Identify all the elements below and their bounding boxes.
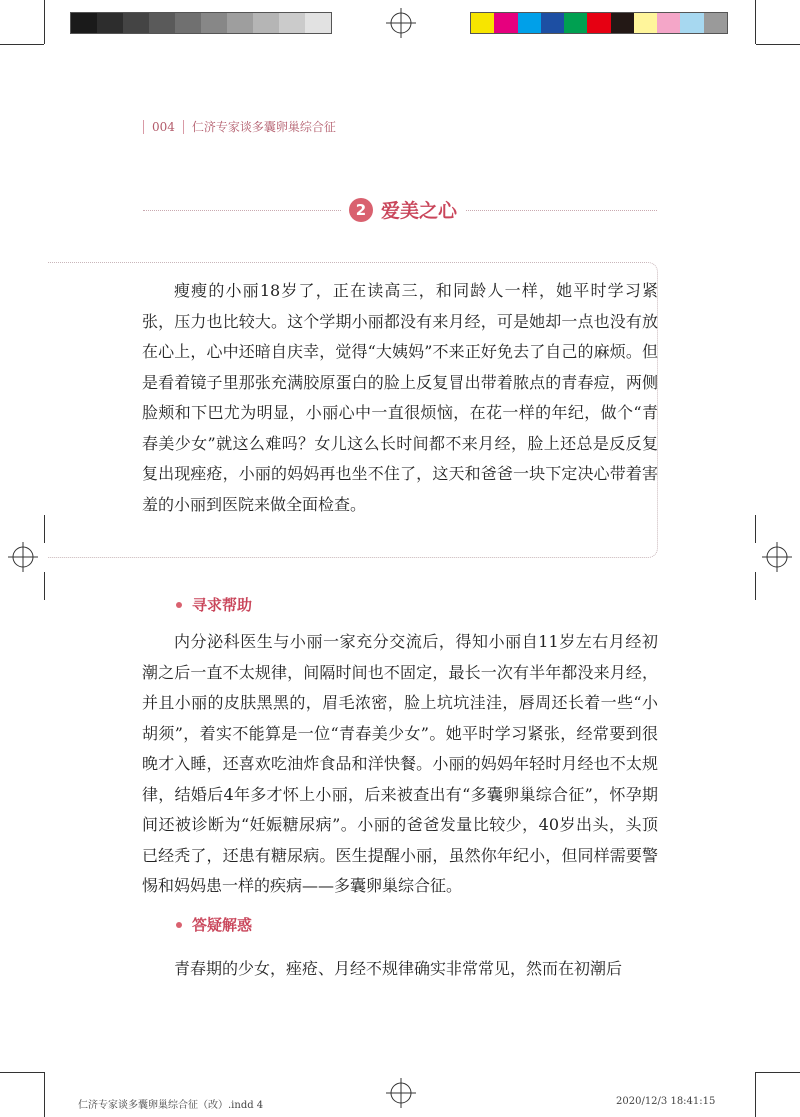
page-number: 004: [152, 119, 175, 134]
crop-mark: [755, 1072, 756, 1117]
crop-mark: [755, 572, 756, 600]
color-swatch: [704, 13, 727, 33]
registration-mark-icon: [8, 542, 38, 572]
color-swatch: [123, 13, 149, 33]
subheading-seek-help: [176, 594, 252, 615]
subheading-text: 寻求帮助: [192, 596, 253, 614]
color-swatch: [541, 13, 564, 33]
color-swatch: [611, 13, 634, 33]
title-rule-right: [463, 210, 657, 211]
section-title-row: [143, 196, 657, 226]
running-header: [143, 118, 336, 135]
crop-mark: [756, 44, 800, 45]
color-swatch: [71, 13, 97, 33]
story-paragraph: 瘦瘦的小丽18岁了，正在读高三，和同龄人一样，她平时学习紧张，压力也比较大。这个学期小丽都没有来月经，可是她却一点也没有放在心上，心中还暗自庆幸，觉得“大姨妈”不来正好免去了自己的麻烦。但是看着镜子里那张充满胶原蛋白的脸上反复冒出带着脓点的青春痘，两侧脸颊和下巴尤为明显，小丽心中一直很烦恼，在花一样的年纪，做个“青春美少女”就这么难吗？女儿这么长时间都不来月经，脸上还总是反反复复出现痤疮，小丽的妈妈再也坐不住了，这天和爸爸一块下定决心带着害羞的小丽到医院来做全面检查。: [142, 281, 658, 514]
registration-mark-icon: [386, 8, 416, 38]
bullet-dot-icon: [176, 602, 182, 608]
color-swatch: [175, 13, 201, 33]
crop-mark: [756, 1072, 800, 1073]
color-swatch: [680, 13, 703, 33]
book-title: 仁济专家谈多囊卵巢综合征: [191, 120, 336, 134]
crop-mark: [44, 515, 45, 543]
color-swatch: [518, 13, 541, 33]
bullet-dot-icon: [176, 922, 182, 928]
help-paragraph: 内分泌科医生与小丽一家充分交流后，得知小丽自11岁左右月经初潮之后一直不太规律，间隔时间也不固定，最长一次有半年都没来月经，并且小丽的皮肤黑黑的，眉毛浓密，脸上坑坑洼洼，唇周还长着一些“小胡须”，着实不能算是一位“青春美少女”。她平时学习紧张，经常要到很晚才入睡，还喜欢吃油炸食品和洋快餐。小丽的妈妈年轻时月经也不太规律，结婚后4年多才怀上小丽，后来被查出有“多囊卵巢综合征”，怀孕期间还被诊断为“妊娠糖尿病”。小丽的爸爸发量比较少，40岁出头，头顶已经秃了，还患有糖尿病。医生提醒小丽，虽然你年纪小，但同样需要警惕和妈妈患一样的疾病——多囊卵巢综合征。: [142, 632, 658, 895]
section-number-badge: 2: [349, 198, 373, 222]
color-swatch: [279, 13, 305, 33]
section-title-text: 爱美之心: [381, 200, 458, 222]
color-swatch: [471, 13, 494, 33]
crop-mark: [755, 515, 756, 543]
crop-mark: [44, 1072, 45, 1117]
title-rule-left: [143, 210, 343, 211]
color-swatch: [253, 13, 279, 33]
color-swatch: [305, 13, 331, 33]
crop-mark: [0, 44, 44, 45]
color-bar: [470, 12, 728, 34]
crop-mark: [44, 572, 45, 600]
header-divider: [183, 120, 184, 134]
footer-file-name: 仁济专家谈多囊卵巢综合征（改）.indd 4: [78, 1100, 264, 1111]
crop-mark: [0, 1072, 44, 1073]
color-swatch: [149, 13, 175, 33]
footer-timestamp: 2020/12/3 18:41:15: [616, 1096, 716, 1107]
color-swatch: [201, 13, 227, 33]
color-swatch: [564, 13, 587, 33]
answer-paragraph: 青春期的少女，痤疮、月经不规律确实非常常见，然而在初潮后: [174, 959, 623, 978]
color-swatch: [634, 13, 657, 33]
registration-mark-icon: [386, 1078, 416, 1108]
section-title: [341, 196, 465, 223]
color-swatch: [227, 13, 253, 33]
color-swatch: [494, 13, 517, 33]
subheading-text: 答疑解惑: [192, 916, 253, 934]
subheading-answer: [176, 914, 252, 935]
registration-mark-icon: [762, 542, 792, 572]
grayscale-bar: [70, 12, 332, 34]
color-swatch: [657, 13, 680, 33]
header-divider: [143, 120, 144, 134]
color-swatch: [587, 13, 610, 33]
crop-mark: [44, 0, 45, 44]
color-swatch: [97, 13, 123, 33]
crop-mark: [755, 0, 756, 44]
